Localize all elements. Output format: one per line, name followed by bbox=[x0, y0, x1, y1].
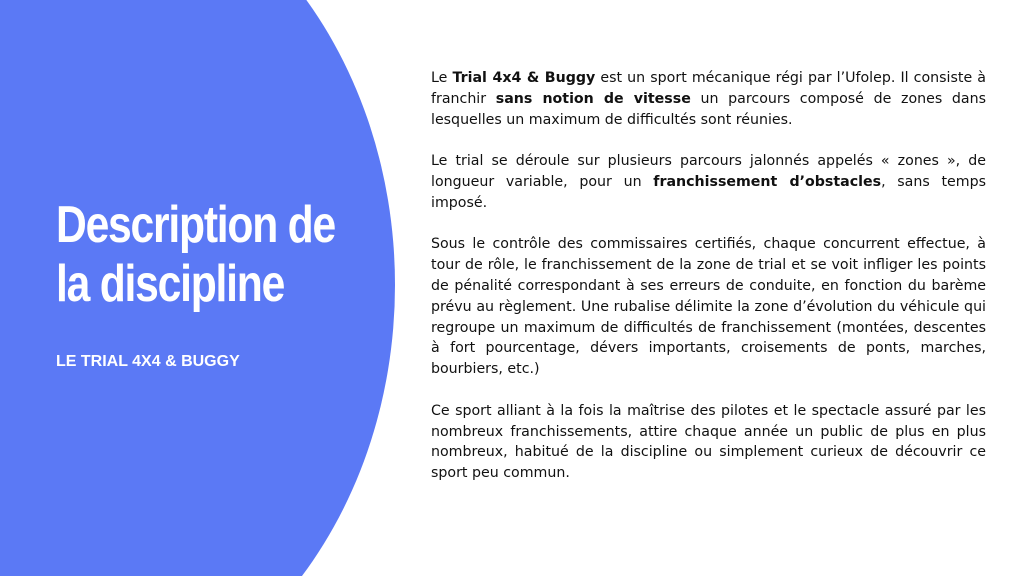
page-title bbox=[56, 196, 335, 314]
subtitle: LE TRIAL 4X4 & BUGGY bbox=[56, 353, 240, 370]
paragraph-2-text-b: , sans temps imposé. bbox=[431, 173, 986, 211]
paragraph-2-text-a: Le trial se déroule sur plusieurs parcours jalonnés appelés « zones », de longueur variable, pour un bbox=[431, 153, 986, 190]
paragraph-3: Sous le contrôle des commissaires certifiés, chaque concurrent effectue, à tour de rôle, le franchissement de la zone de trial et se voit infliger les points de pénalité correspondant à ses erreurs de conduite, en fonction du barème prévu au règlement. Une rubalise délimite la zone d’évolution du véhicule qui regroupe un maximum de difficultés de franchissement (montées, descentes à fort pourcentage, dévers importants, croisements de ponts, marches, bourbiers, etc.) bbox=[431, 236, 986, 378]
paragraph-4: Ce sport alliant à la fois la maîtrise des pilotes et le spectacle assuré par les nombreux franchissements, attire chaque année un public de plus en plus nombreux, habitué de la discipline ou simplement curieux de découvrir ce sport peu commun. bbox=[431, 402, 986, 482]
paragraph-1-text-a: Le bbox=[431, 70, 453, 86]
highlight-franchissement-obstacles: franchissement d’obstacles bbox=[653, 173, 882, 190]
paragraph-2 bbox=[431, 151, 986, 213]
paragraph-1-text-b: est un sport mécanique régi par l’Ufolep. Il consiste à franchir bbox=[431, 70, 986, 107]
title-line-2: la discipline bbox=[56, 255, 285, 313]
highlight-sans-notion-de-vitesse: sans notion de vitesse bbox=[495, 90, 691, 107]
paragraph-1 bbox=[431, 68, 986, 130]
highlight-trial-4x4-buggy: Trial 4x4 & Buggy bbox=[452, 70, 596, 86]
title-line-1: Description de bbox=[56, 196, 335, 254]
paragraph-1-text-c: un parcours composé de zones dans lesquelles un maximum de difficultés sont réunies. bbox=[431, 90, 987, 128]
description-body bbox=[431, 68, 986, 505]
